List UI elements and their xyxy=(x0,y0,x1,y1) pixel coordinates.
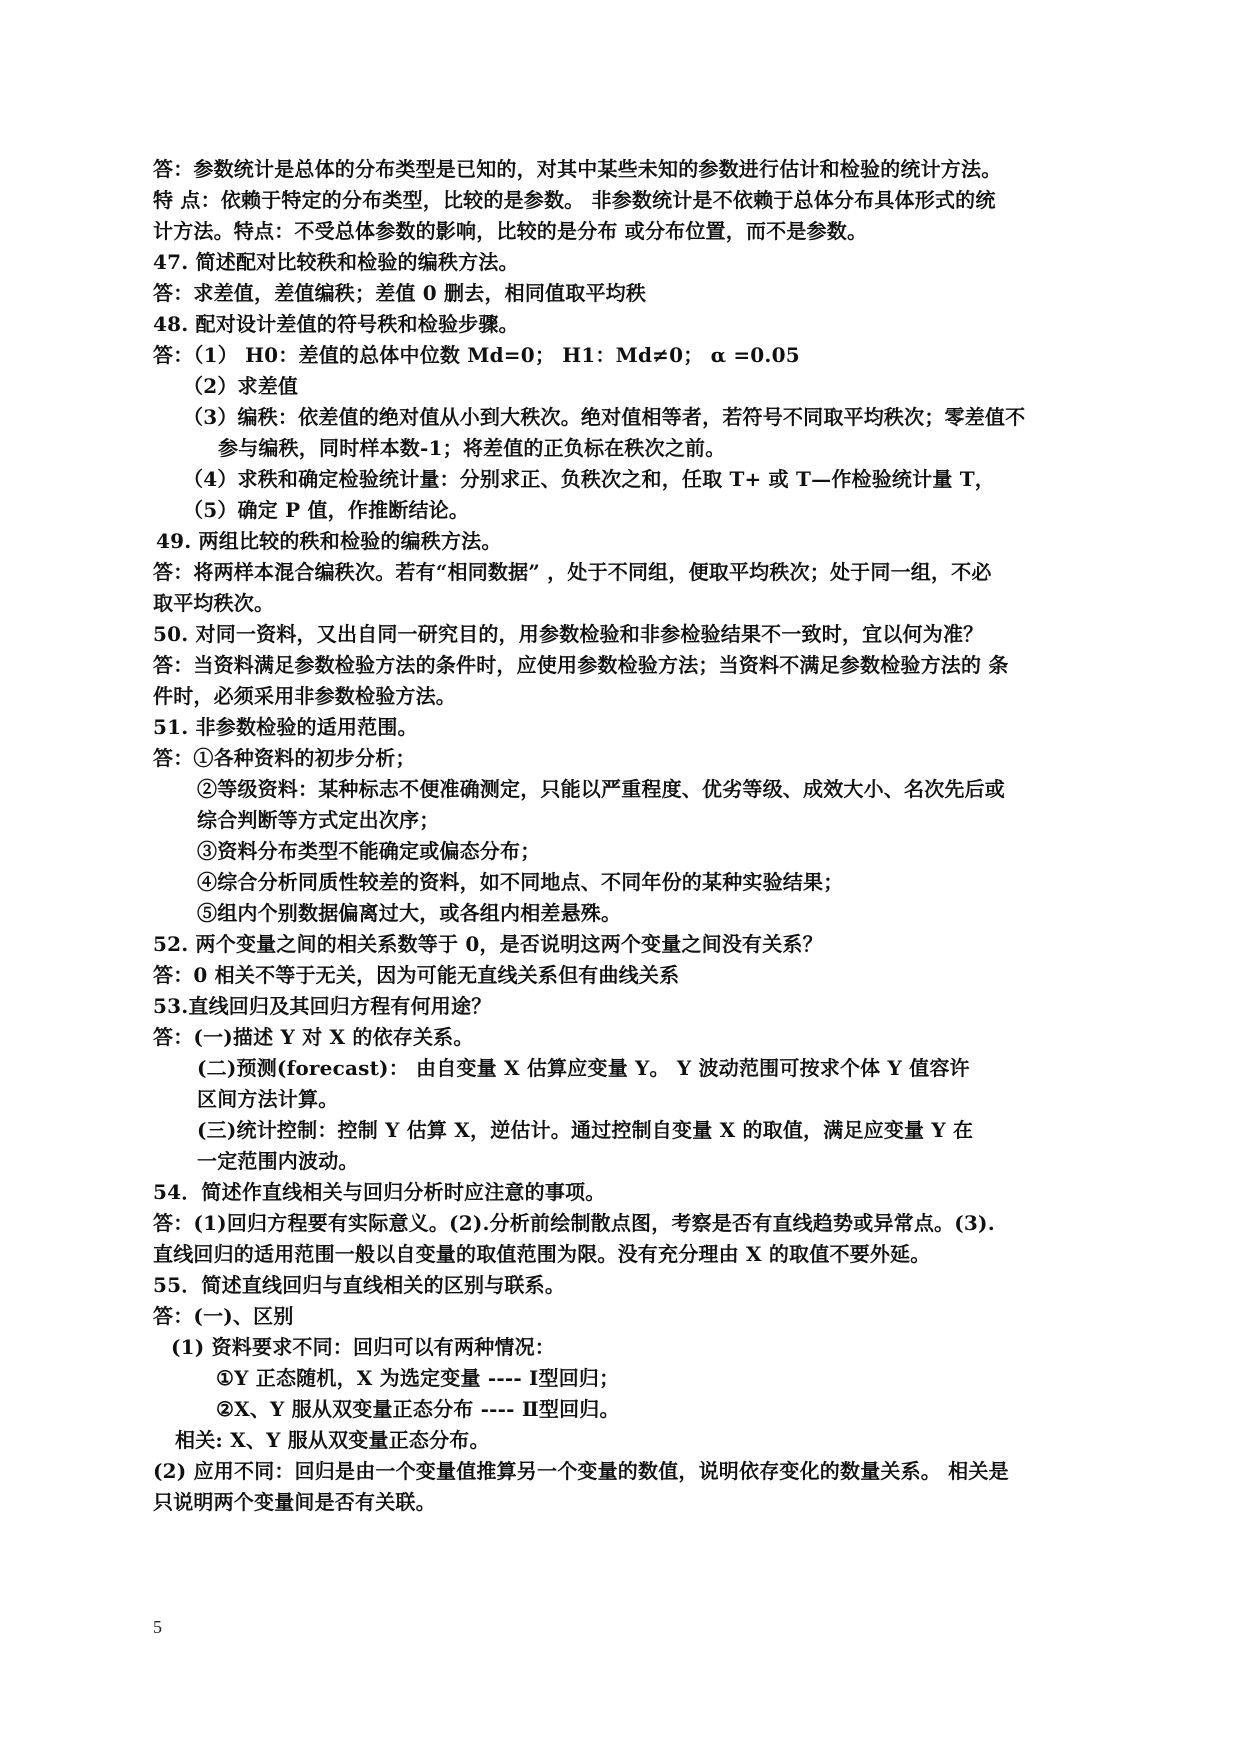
question-55: 55．简述直线回归与直线相关的区别与联系。 xyxy=(153,1273,566,1297)
question-54: 54．简述作直线相关与回归分析时应注意的事项。 xyxy=(153,1180,606,1204)
text-line: 答：(1)回归方程要有实际意义。(2).分析前绘制散点图，考察是否有直线趋势或异常点。(3). xyxy=(153,1211,995,1235)
text-line: （4）求秩和确定检验统计量：分别求正、负秩次之和，任取 T+ 或 T—作检验统计量 T， xyxy=(183,467,995,491)
text-line: 答：将两样本混合编秩次。若有“相同数据” ，处于不同组，便取平均秩次；处于同一组，不必 xyxy=(153,560,992,584)
text-line: 答：(一)、区别 xyxy=(153,1304,294,1328)
text-line: 区间方法计算。 xyxy=(197,1087,339,1111)
question-53: 53.直线回归及其回归方程有何用途？ xyxy=(153,994,492,1018)
text-line: （2）求差值 xyxy=(183,374,299,398)
text-line: (2) 应用不同：回归是由一个变量值推算另一个变量的数值，说明依存变化的数量关系。 相关是 xyxy=(153,1459,1009,1483)
text-line: 只说明两个变量间是否有关联。 xyxy=(153,1490,436,1514)
text-line: 答：（1） H0：差值的总体中位数 Md=0； H1：Md≠0； α =0.05 xyxy=(153,343,800,367)
question-49: 49. 两组比较的秩和检验的编秩方法。 xyxy=(156,529,502,553)
text-line: ⑤组内个别数据偏离过大，或各组内相差悬殊。 xyxy=(197,901,622,925)
question-52: 52. 两个变量之间的相关系数等于 0，是否说明这两个变量之间没有关系？ xyxy=(153,932,823,956)
text-line: 件时，必须采用非参数检验方法。 xyxy=(153,684,456,708)
page-number: 5 xyxy=(153,1617,162,1637)
question-47: 47. 简述配对比较秩和检验的编秩方法。 xyxy=(153,250,519,274)
text-line: 答：当资料满足参数检验方法的条件时，应使用参数检验方法；当资料不满足参数检验方法的 条 xyxy=(153,653,1009,677)
text-line: 答：(一)描述 Y 对 X 的依存关系。 xyxy=(153,1025,474,1049)
text-line: 相关: X、Y 服从双变量正态分布。 xyxy=(175,1428,490,1452)
text-line: (1) 资料要求不同：回归可以有两种情况： xyxy=(171,1335,556,1359)
question-48: 48. 配对设计差值的符号秩和检验步骤。 xyxy=(153,312,519,336)
text-line: 答：求差值，差值编秩；差值 0 删去，相同值取平均秩 xyxy=(153,281,647,305)
text-line: 一定范围内波动。 xyxy=(197,1149,359,1173)
text-line: (二)预测(forecast)： 由自变量 X 估算应变量 Y。 Y 波动范围可按求个体 Y 值容许 xyxy=(197,1056,970,1080)
text-line: 答：①各种资料的初步分析； xyxy=(153,746,416,770)
text-line: (三)统计控制：控制 Y 估算 X，逆估计。通过控制自变量 X 的取值，满足应变量 Y 在 xyxy=(197,1118,974,1142)
text-line: 取平均秩次。 xyxy=(153,591,275,615)
text-line: ②等级资料：某种标志不便准确测定，只能以严重程度、优劣等级、成效大小、名次先后或 xyxy=(197,777,1005,801)
text-line: 综合判断等方式定出次序； xyxy=(197,808,440,832)
text-line: 直线回归的适用范围一般以自变量的取值范围为限。没有充分理由 X 的取值不要外延。 xyxy=(153,1242,931,1266)
text-line: ②X、Y 服从双变量正态分布 ---- Ⅱ型回归。 xyxy=(216,1397,620,1421)
text-line: 答：参数统计是总体的分布类型是已知的，对其中某些未知的参数进行估计和检验的统计方法。 xyxy=(153,157,1002,181)
text-line: （5）确定 P 值，作推断结论。 xyxy=(183,498,470,522)
text-line: （3）编秩：依差值的绝对值从小到大秩次。绝对值相等者，若符号不同取平均秩次；零差值不 xyxy=(183,405,1026,429)
text-line: ③资料分布类型不能确定或偏态分布； xyxy=(197,839,541,863)
text-line: ①Y 正态随机，X 为选定变量 ---- Ⅰ型回归； xyxy=(216,1366,620,1390)
text-line: ④综合分析同质性较差的资料，如不同地点、不同年份的某种实验结果； xyxy=(197,870,844,894)
text-line: 特 点：依赖于特定的分布类型，比较的是参数。 非参数统计是不依赖于总体分布具体形式的统 xyxy=(153,188,996,212)
question-50: 50. 对同一资料，又出自同一研究目的，用参数检验和非参检验结果不一致时，宜以何为准？ xyxy=(153,622,984,646)
text-line: 答：0 相关不等于无关，因为可能无直线关系但有曲线关系 xyxy=(153,963,680,987)
question-51: 51. 非参数检验的适用范围。 xyxy=(153,715,418,739)
text-line: 计方法。特点：不受总体参数的影响，比较的是分布 或分布位置，而不是参数。 xyxy=(153,219,868,243)
text-line: 参与编秩，同时样本数-1；将差值的正负标在秩次之前。 xyxy=(218,436,726,460)
